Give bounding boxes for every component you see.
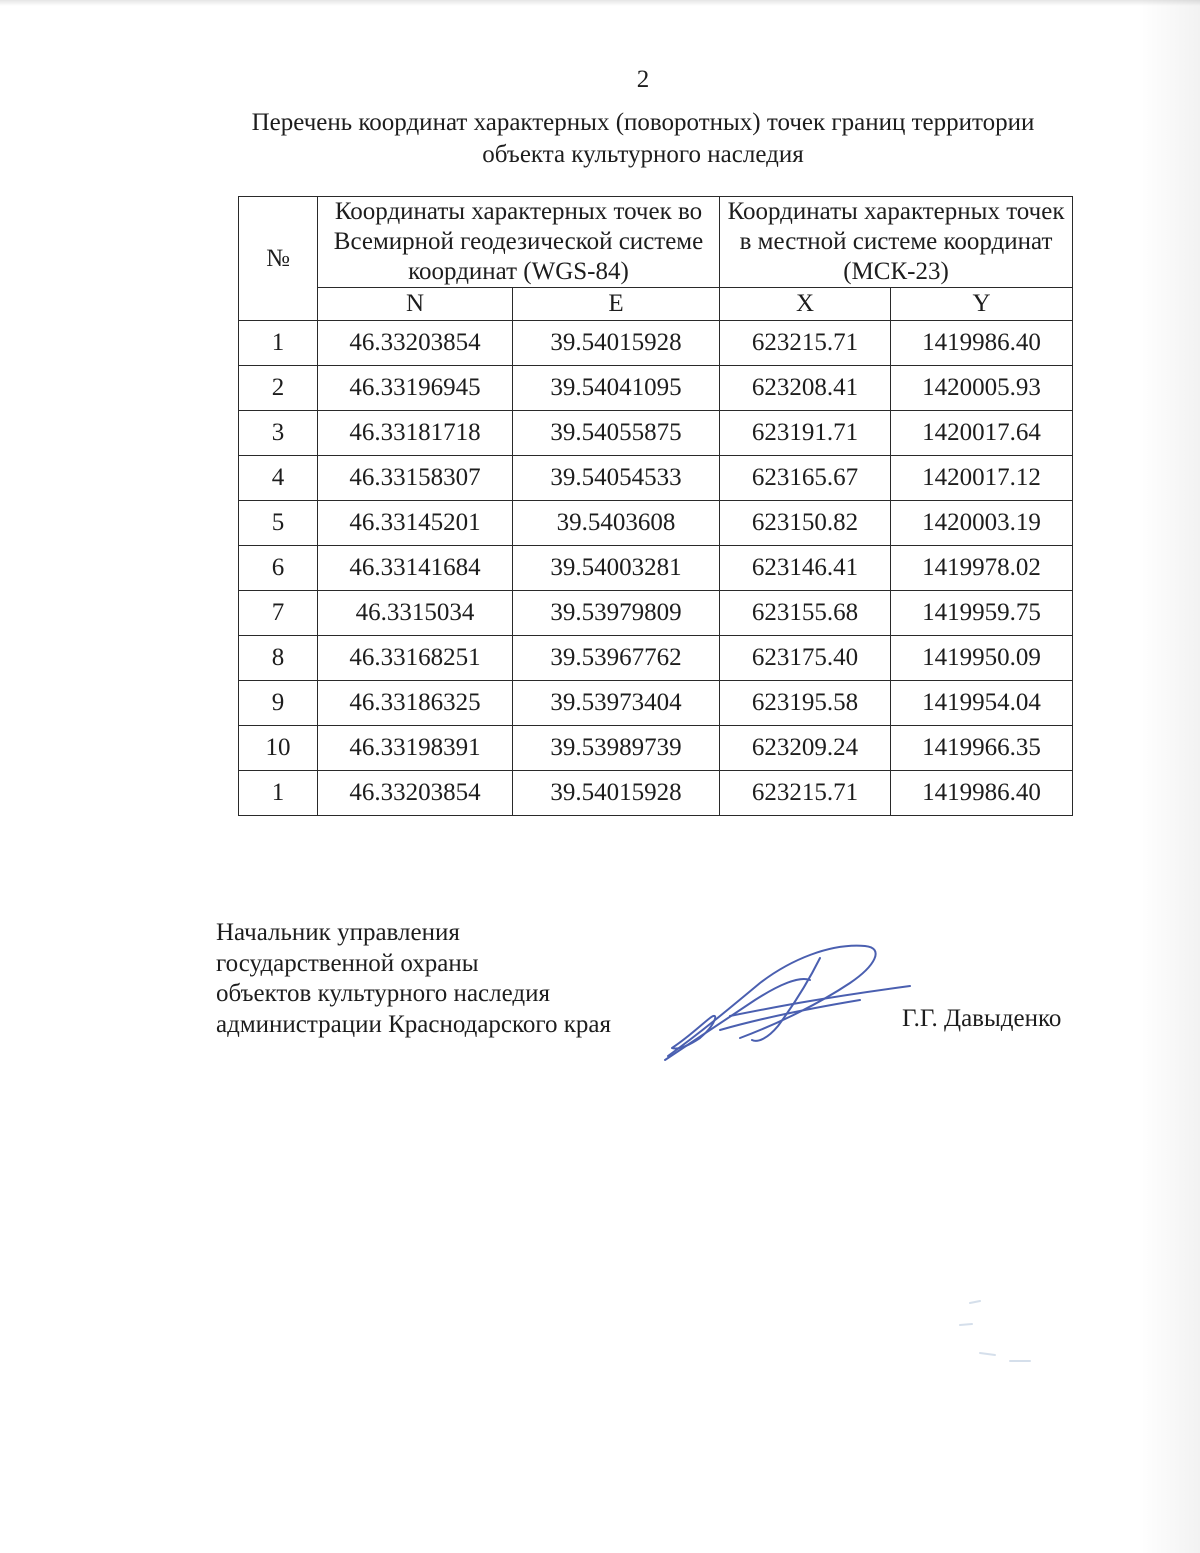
x-value: 623155.68 (720, 591, 891, 636)
n-value: 46.33145201 (318, 501, 513, 546)
signatory-position-line: Начальник управления (216, 919, 460, 946)
e-value: 39.53979809 (513, 591, 720, 636)
scan-artifact (950, 1295, 1040, 1375)
point-number: 1 (239, 771, 318, 816)
x-value: 623208.41 (720, 366, 891, 411)
table-row (239, 321, 1073, 366)
msk23-group-header: Координаты характерных точек в местной системе координат (МСК-23) (720, 197, 1073, 288)
table-row (239, 411, 1073, 456)
table-subheader-row (239, 288, 1073, 321)
y-value: 1420003.19 (891, 501, 1073, 546)
y-value: 1419986.40 (891, 771, 1073, 816)
x-value: 623175.40 (720, 636, 891, 681)
table-row (239, 501, 1073, 546)
table-row (239, 636, 1073, 681)
n-value: 46.33168251 (318, 636, 513, 681)
y-value: 1420005.93 (891, 366, 1073, 411)
signatory-position-line: государственной охраны (216, 949, 479, 977)
signatory-position (216, 918, 611, 1040)
e-value: 39.54054533 (513, 456, 720, 501)
x-value: 623165.67 (720, 456, 891, 501)
y-value: 1420017.64 (891, 411, 1073, 456)
point-number: 2 (239, 366, 318, 411)
e-column-header: E (513, 288, 720, 321)
e-value: 39.53973404 (513, 681, 720, 726)
n-value: 46.33141684 (318, 546, 513, 591)
n-value: 46.33158307 (318, 456, 513, 501)
signatory-name: Г.Г. Давыденко (902, 1005, 1062, 1032)
y-value: 1419986.40 (891, 321, 1073, 366)
y-value: 1419954.04 (891, 681, 1073, 726)
e-value: 39.54015928 (513, 321, 720, 366)
y-column-header: Y (891, 288, 1073, 321)
x-value: 623150.82 (720, 501, 891, 546)
table-row (239, 591, 1073, 636)
x-value: 623215.71 (720, 771, 891, 816)
point-number: 4 (239, 456, 318, 501)
handwritten-signature (660, 938, 920, 1063)
n-value: 46.33196945 (318, 366, 513, 411)
wgs84-group-header: Координаты характерных точек во Всемирной геодезической системе координат (WGS-84) (318, 197, 720, 288)
e-value: 39.53967762 (513, 636, 720, 681)
point-number: 6 (239, 546, 318, 591)
point-number: 8 (239, 636, 318, 681)
document-title-line-2: объекта культурного наследия (482, 141, 804, 168)
table-row (239, 456, 1073, 501)
e-value: 39.53989739 (513, 726, 720, 771)
n-value: 46.33198391 (318, 726, 513, 771)
point-number: 5 (239, 501, 318, 546)
signatory-position-line: администрации Краснодарского края (216, 1010, 612, 1038)
table-row (239, 366, 1073, 411)
e-value: 39.54015928 (513, 771, 720, 816)
point-number: 1 (239, 321, 318, 366)
x-value: 623195.58 (720, 681, 891, 726)
e-value: 39.54003281 (513, 546, 720, 591)
y-value: 1419959.75 (891, 591, 1073, 636)
n-value: 46.33181718 (318, 411, 513, 456)
point-number: 10 (239, 726, 318, 771)
n-value: 46.33186325 (318, 681, 513, 726)
y-value: 1420017.12 (891, 456, 1073, 501)
coordinates-table (238, 196, 1073, 816)
x-value: 623146.41 (720, 546, 891, 591)
x-value: 623191.71 (720, 411, 891, 456)
e-value: 39.5403608 (513, 501, 720, 546)
e-value: 39.54055875 (513, 411, 720, 456)
n-value: 46.33203854 (318, 771, 513, 816)
point-number: 7 (239, 591, 318, 636)
signatory-position-line: объектов культурного наследия (216, 980, 550, 1007)
table-row (239, 681, 1073, 726)
n-column-header: N (318, 288, 513, 321)
x-value: 623215.71 (720, 321, 891, 366)
point-number: 3 (239, 411, 318, 456)
table-row (239, 546, 1073, 591)
n-value: 46.33203854 (318, 321, 513, 366)
point-number: 9 (239, 681, 318, 726)
document-title (210, 107, 1076, 171)
n-value: 46.3315034 (318, 591, 513, 636)
x-value: 623209.24 (720, 726, 891, 771)
scan-edge-shadow (0, 0, 1200, 6)
y-value: 1419950.09 (891, 636, 1073, 681)
y-value: 1419966.35 (891, 726, 1073, 771)
x-column-header: X (720, 288, 891, 321)
e-value: 39.54041095 (513, 366, 720, 411)
number-column-header: № (239, 197, 318, 321)
table-row (239, 771, 1073, 816)
document-title-line-1: Перечень координат характерных (поворотных) точек границ территории (251, 109, 1035, 136)
table-row (239, 726, 1073, 771)
table-header-row (239, 197, 1073, 288)
scan-edge-shadow-right (1140, 0, 1200, 1553)
y-value: 1419978.02 (891, 546, 1073, 591)
page-number: 2 (636, 66, 650, 93)
